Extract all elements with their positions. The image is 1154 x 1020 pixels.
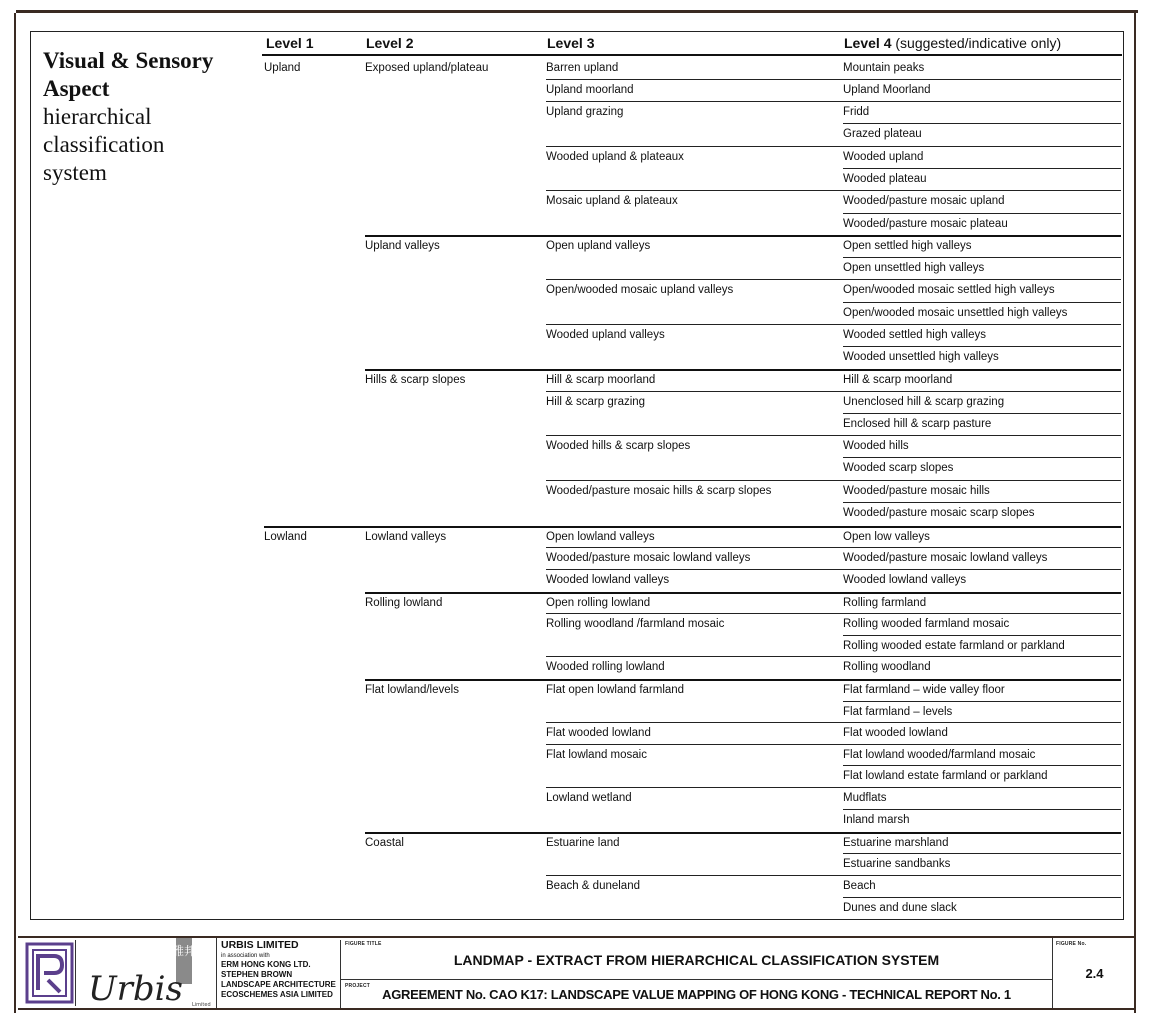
company-sb: STEPHEN BROWN <box>221 970 293 979</box>
level4-cell: Flat lowland estate farmland or parkland <box>843 770 1048 782</box>
level2-cell: Hills & scarp slopes <box>365 374 466 386</box>
row-divider <box>843 213 1121 214</box>
level2-cell: Exposed upland/plateau <box>365 62 489 74</box>
row-divider <box>843 853 1121 854</box>
row-divider <box>843 413 1121 414</box>
urbis-logo-icon <box>80 938 217 1008</box>
level2-cell: Upland valleys <box>365 240 440 252</box>
row-divider <box>546 656 1121 657</box>
row-divider <box>546 101 1121 102</box>
heading-line-5: system <box>43 160 107 185</box>
company-la: LANDSCAPE ARCHITECTURE <box>221 980 336 989</box>
row-divider <box>546 787 1121 788</box>
level4-cell: Open low valleys <box>843 531 930 543</box>
row-divider <box>365 832 1121 834</box>
level4-cell: Wooded plateau <box>843 173 927 185</box>
level3-cell: Open upland valleys <box>546 240 651 252</box>
level3-cell: Flat wooded lowland <box>546 727 651 739</box>
row-divider <box>546 146 1121 147</box>
heading-line-4: classification <box>43 132 165 157</box>
level1-cell: Lowland <box>264 531 307 543</box>
level3-cell: Wooded/pasture mosaic lowland valleys <box>546 552 751 564</box>
level4-cell: Mudflats <box>843 792 887 804</box>
level3-cell: Wooded upland & plateaux <box>546 151 684 163</box>
project-title: AGREEMENT No. CAO K17: LANDSCAPE VALUE MAPPING OF HONG KONG - TECHNICAL REPORT No. 1 <box>382 987 1011 1002</box>
level2-cell: Flat lowland/levels <box>365 684 459 696</box>
level4-cell: Hill & scarp moorland <box>843 374 953 386</box>
level4-cell: Inland marsh <box>843 814 910 826</box>
level3-cell: Lowland wetland <box>546 792 632 804</box>
row-divider <box>365 592 1121 594</box>
row-divider <box>843 701 1121 702</box>
header-rule <box>262 54 1122 56</box>
row-divider <box>546 324 1121 325</box>
level4-cell: Beach <box>843 880 876 892</box>
row-divider <box>546 875 1121 876</box>
level1-cell: Upland <box>264 62 301 74</box>
level4-cell: Wooded unsettled high valleys <box>843 351 999 363</box>
row-divider <box>843 257 1121 258</box>
level3-cell: Upland moorland <box>546 84 634 96</box>
level3-cell: Wooded lowland valleys <box>546 574 670 586</box>
heading-line-3: hierarchical <box>43 104 152 129</box>
level4-cell: Mountain peaks <box>843 62 925 74</box>
row-divider <box>843 457 1121 458</box>
figure-number: 2.4 <box>1085 966 1104 981</box>
level4-cell: Flat wooded lowland <box>843 727 948 739</box>
level4-cell: Open unsettled high valleys <box>843 262 985 274</box>
row-divider <box>546 569 1121 570</box>
level2-cell: Rolling lowland <box>365 597 443 609</box>
level4-cell: Unenclosed hill & scarp grazing <box>843 396 1005 408</box>
level3-cell: Wooded upland valleys <box>546 329 665 341</box>
row-divider <box>546 722 1121 723</box>
row-divider <box>546 435 1121 436</box>
column-header-level3: Level 3 <box>547 35 595 51</box>
level3-cell: Wooded/pasture mosaic hills & scarp slopes <box>546 485 772 497</box>
logo-chinese-text: 雅邦 <box>171 944 197 958</box>
level3-cell: Rolling woodland /farmland mosaic <box>546 618 725 630</box>
heading-line-2: Aspect <box>43 76 110 101</box>
row-divider <box>843 123 1121 124</box>
logo-script-text: Urbis <box>88 969 183 1008</box>
project-box <box>341 980 1053 1008</box>
company-logo-wordmark <box>80 938 217 1008</box>
project-label: PROJECT <box>345 983 371 989</box>
level4-cell: Wooded/pasture mosaic upland <box>843 195 1005 207</box>
level4-cell: Rolling wooded farmland mosaic <box>843 618 1010 630</box>
level4-cell: Fridd <box>843 106 870 118</box>
figure-number-box <box>1053 938 1136 1008</box>
level4-cell: Upland Moorland <box>843 84 931 96</box>
column-header-level2: Level 2 <box>366 35 414 51</box>
column-header-level4-note: (suggested/indicative only) <box>891 35 1062 51</box>
row-divider <box>843 635 1121 636</box>
level4-cell: Flat farmland – levels <box>843 706 953 718</box>
company-assoc: in association with <box>221 953 270 959</box>
level4-cell: Estuarine marshland <box>843 837 949 849</box>
figure-number-label: FIGURE No. <box>1056 941 1087 947</box>
row-divider <box>843 168 1121 169</box>
level2-cell: Lowland valleys <box>365 531 447 543</box>
level3-cell: Open lowland valleys <box>546 531 655 543</box>
level3-cell: Wooded rolling lowland <box>546 661 665 673</box>
level3-cell: Hill & scarp moorland <box>546 374 656 386</box>
level3-cell: Open rolling lowland <box>546 597 651 609</box>
heading-line-1: Visual & Sensory <box>43 48 214 73</box>
row-divider <box>843 765 1121 766</box>
company-erm: ERM HONG KONG LTD. <box>221 960 311 969</box>
company-main: URBIS LIMITED <box>221 939 299 951</box>
level4-cell: Wooded lowland valleys <box>843 574 967 586</box>
level4-cell: Wooded upland <box>843 151 924 163</box>
level4-cell: Wooded hills <box>843 440 909 452</box>
level3-cell: Flat open lowland farmland <box>546 684 685 696</box>
company-logo-mark <box>24 940 76 1006</box>
level4-cell: Flat lowland wooded/farmland mosaic <box>843 749 1036 761</box>
level3-cell: Flat lowland mosaic <box>546 749 647 761</box>
row-divider <box>843 809 1121 810</box>
level4-cell: Dunes and dune slack <box>843 902 957 914</box>
consultant-list <box>221 940 341 1008</box>
level4-cell: Grazed plateau <box>843 128 922 140</box>
row-divider <box>546 79 1121 80</box>
level3-cell: Mosaic upland & plateaux <box>546 195 678 207</box>
level4-cell: Wooded/pasture mosaic lowland valleys <box>843 552 1048 564</box>
row-divider <box>546 613 1121 614</box>
level3-cell: Beach & duneland <box>546 880 640 892</box>
level4-cell: Rolling woodland <box>843 661 931 673</box>
level4-cell: Estuarine sandbanks <box>843 858 951 870</box>
row-divider <box>546 279 1121 280</box>
company-eco: ECOSCHEMES ASIA LIMITED <box>221 990 333 999</box>
row-divider <box>365 369 1121 371</box>
row-divider <box>546 190 1121 191</box>
column-header-level4 <box>844 35 1061 51</box>
row-divider <box>843 346 1121 347</box>
row-divider <box>264 526 1121 528</box>
level3-cell: Upland grazing <box>546 106 624 118</box>
figure-title: LANDMAP - EXTRACT FROM HIERARCHICAL CLASSIFICATION SYSTEM <box>453 952 940 968</box>
level3-cell: Wooded hills & scarp slopes <box>546 440 691 452</box>
level4-cell: Wooded scarp slopes <box>843 462 954 474</box>
row-divider <box>546 480 1121 481</box>
row-divider <box>546 744 1121 745</box>
column-header-level1: Level 1 <box>266 35 314 51</box>
level4-cell: Wooded/pasture mosaic scarp slopes <box>843 507 1035 519</box>
level4-cell: Rolling wooded estate farmland or parkland <box>843 640 1065 652</box>
level3-cell: Hill & scarp grazing <box>546 396 646 408</box>
row-divider <box>365 679 1121 681</box>
logo-small-text: Limited <box>192 1002 211 1008</box>
figure-title-box <box>341 938 1053 980</box>
row-divider <box>546 391 1121 392</box>
logo-mark-icon <box>24 940 76 1006</box>
level3-cell: Open/wooded mosaic upland valleys <box>546 284 734 296</box>
level3-cell: Estuarine land <box>546 837 620 849</box>
page-heading <box>43 47 253 187</box>
level4-cell: Open settled high valleys <box>843 240 972 252</box>
level4-cell: Enclosed hill & scarp pasture <box>843 418 992 430</box>
row-divider <box>365 235 1121 237</box>
level3-cell: Barren upland <box>546 62 619 74</box>
row-divider <box>843 502 1121 503</box>
row-divider <box>843 302 1121 303</box>
level4-cell: Open/wooded mosaic settled high valleys <box>843 284 1055 296</box>
row-divider <box>546 547 1121 548</box>
level2-cell: Coastal <box>365 837 404 849</box>
level4-cell: Wooded/pasture mosaic hills <box>843 485 990 497</box>
figure-title-label: FIGURE TITLE <box>345 941 382 947</box>
row-divider <box>843 897 1121 898</box>
level4-cell: Flat farmland – wide valley floor <box>843 684 1005 696</box>
level4-cell: Rolling farmland <box>843 597 927 609</box>
level4-cell: Open/wooded mosaic unsettled high valleys <box>843 307 1068 319</box>
level4-cell: Wooded/pasture mosaic plateau <box>843 218 1008 230</box>
level4-cell: Wooded settled high valleys <box>843 329 986 341</box>
column-header-level4-label: Level 4 <box>844 35 892 51</box>
